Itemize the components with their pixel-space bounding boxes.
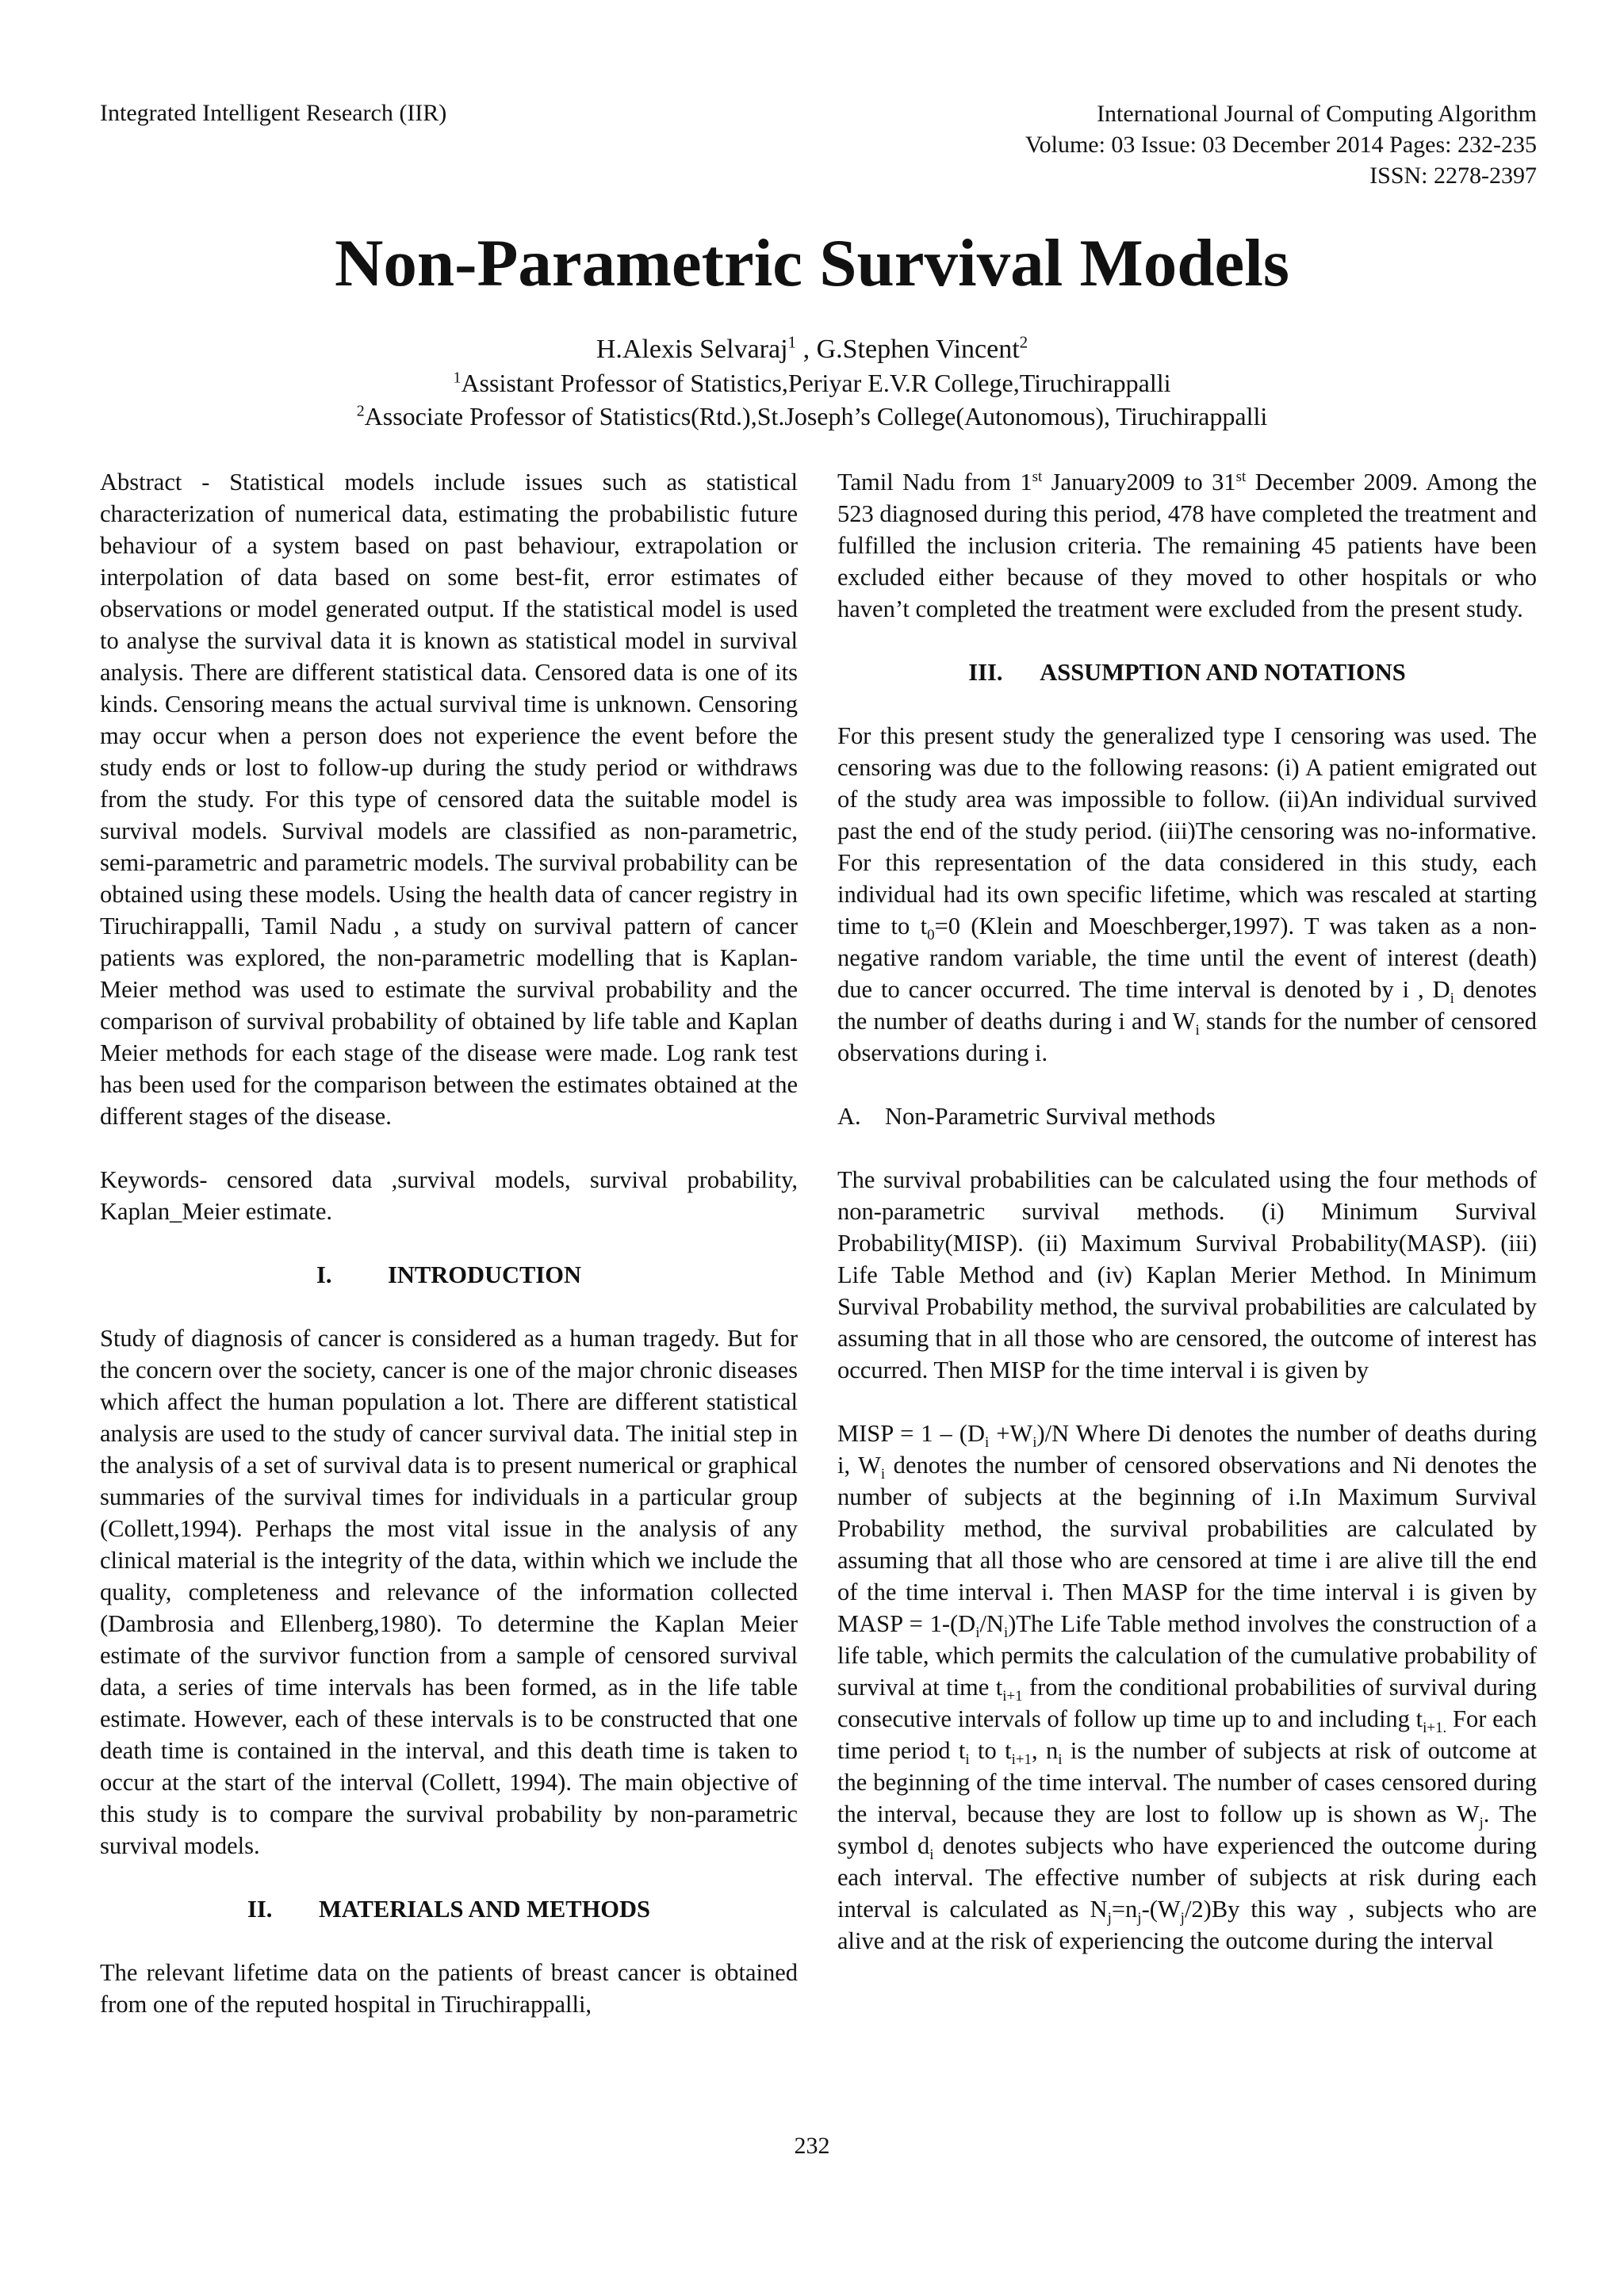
affiliation-2: $^2$Associate Professor of Statistics(Rtd.),St.Joseph’s College(Autonomous), Tiruchirappalli [356,402,1268,430]
page-number: 232 [794,2133,830,2159]
journal-volume: Volume: 03 Issue: 03 December 2014 Pages: 232-235 [1025,132,1537,158]
affiliation-1: $^1$Assistant Professor of Statistics,Periyar E.V.R College,Tiruchirappalli [453,369,1171,397]
methods-text: The relevant lifetime data on the patients of breast cancer is obtained from one of the reputed hospital in Tiruchirappalli, [100,1959,798,2018]
author-1: H.Alexis Selvaraj [596,335,788,364]
section-heading-introduction: I. INTRODUCTION [316,1261,582,1288]
left-column [100,466,798,2020]
journal-info [1025,98,1537,191]
right-column [837,466,1537,1957]
introduction-text: Study of diagnosis of cancer is considered as a human tragedy. But for the concern over the society, cancer is one of the major chronic diseases which affect the human population a lot. There are different statistical analysis are used to the study of cancer survival data. The initial step in the analysis of a set of survival data is to present numerical or graphical summaries of the survival times for individuals in a particular group (Collett,1994). Perhaps the most vital issue in the analysis of any clinical material is the integrity of the data, within which we include the quality, completeness and relevance of the information collected (Dambrosia and Ellenberg,1980). To determine the Kaplan Meier estimate of the survivor function from a sample of censored survival data, a series of time intervals has been formed, as in the life table estimate. However, each of these intervals is to be constructed that one death time is contained in the interval, and this death time is taken to occur at the start of the interval (Collett, 1994). The main objective of this study is to compare the survival probability by non-parametric survival models. [100,1325,798,1859]
keywords: Keywords- censored data ,survival models, survival probability, Kaplan_Meier estimate. [100,1166,798,1225]
author-names: H.Alexis Selvaraj$^1$ , G.Stephen Vincent$^2$ [596,332,1028,364]
abstract: Abstract - Statistical models include issues such as statistical characterization of numerical data, estimating the probabilistic future behaviour of a system based on past behaviour, extrapolation or interpolation of data based on some best-fit, error estimates of observations or model generated output. If the statistical model is used to analyse the survival data it is known as statistical model in survival analysis. There are different statistical data. Censored data is one of its kinds. Censoring means the actual survival time is unknown. Censoring may occur when a person does not experience the event before the study ends or lost to follow-up during the study period or withdraws from the study. For this type of censored data the suitable model is survival models. Survival models are classified as non-parametric, semi-parametric and parametric models. The survival probability can be obtained using these models. Using the health data of cancer registry in Tiruchirappalli, Tamil Nadu , a study on survival pattern of cancer patients was explored, the non-parametric modelling that is Kaplan-Meier method was used to estimate the survival probability and the comparison of survival probability of obtained by life table and Kaplan Meier methods for each stage of the disease were made. Log rank test has been used for the comparison between the estimates obtained at the different stages of the disease. [100,469,798,1130]
journal-publisher: Integrated Intelligent Research (IIR) [100,100,447,126]
section-heading-materials-methods: II. MATERIALS AND METHODS [247,1896,651,1923]
author-2: G.Stephen Vincent [816,335,1020,364]
journal-name: International Journal of Computing Algorithm [1097,101,1537,127]
paper-title: Non-Parametric Survival Models [335,226,1289,300]
author-block [0,333,1624,433]
subsection-heading-np-methods: A. Non-Parametric Survival methods [837,1103,1216,1130]
misp-text: MISP = $1 - (D_i +W_i)/N$ Where Di denotes the number of deaths during i, $W_i$ denotes the number of censored observations and Ni denotes the number of subjects at the beginning of i.In Maximum Survival Probability method, the survival probabilities are calculated by assuming that all those who are censored at time i are alive till the end of the time interval i. Then MASP for the time interval i is given by MASP = $1-(D_i/N_i)The$ Life Table method involves the construction of a life table, which permits the calculation of the cumulative probability of survival at time $t_{i+1}$ from the conditional probabilities of survival during consecutive intervals of follow up time up to and including $t_{i+1.}$ For each time period $t_i$ to $t_{i+1}$, $n_i$ is the number of subjects at risk of outcome at the beginning of the time interval. The number of cases censored during the interval, because they are lost to follow up is shown as $W_j$. The symbol $d_i$ denotes subjects who have experienced the outcome during each interval. The effective number of subjects at risk during each interval is calculated as $N_j=n_j-(W_j/2)By$ this way , subjects who are alive and at the risk of experiencing the outcome during the interval [837,1420,1537,1954]
np-methods-text: The survival probabilities can be calculated using the four methods of non-parametric survival methods. (i) Minimum Survival Probability(MISP). (ii) Maximum Survival Probability(MASP). (iii) Life Table Method and (iv) Kaplan Merier Method. In Minimum Survival Probability method, the survival probabilities are calculated by assuming that in all those who are censored, the outcome of interest has occurred. Then MISP for the time interval i is given by [837,1166,1537,1383]
journal-issn: ISSN: 2278-2397 [1369,163,1537,189]
methods-text-continued: Tamil Nadu from 1st January2009 to 31st December 2009. Among the 523 diagnosed during this period, 478 have completed the treatment and fulfilled the inclusion criteria. The remaining 45 patients have been excluded either because of they moved to other hospitals or who haven’t completed the treatment were excluded from the present study. [837,468,1538,622]
assumptions-text: For this present study the generalized type I censoring was used. The censoring was due to the following reasons: (i) A patient emigrated out of the study area was impossible to follow. (ii)An individual survived past the end of the study period. (iii)The censoring was no-informative. For this representation of the data considered in this study, each individual had its own specific lifetime, which was rescaled at starting time to $t_0=0$ (Klein and Moeschberger,1997). T was taken as a non-negative random variable, the time until the event of interest (death) due to cancer occurred. The time interval is denoted by i , $D_i$ denotes the number of deaths during i and $W_i$ stands for the number of censored observations during i. [837,722,1537,1066]
section-heading-assumptions: III. ASSUMPTION AND NOTATIONS [968,659,1406,686]
